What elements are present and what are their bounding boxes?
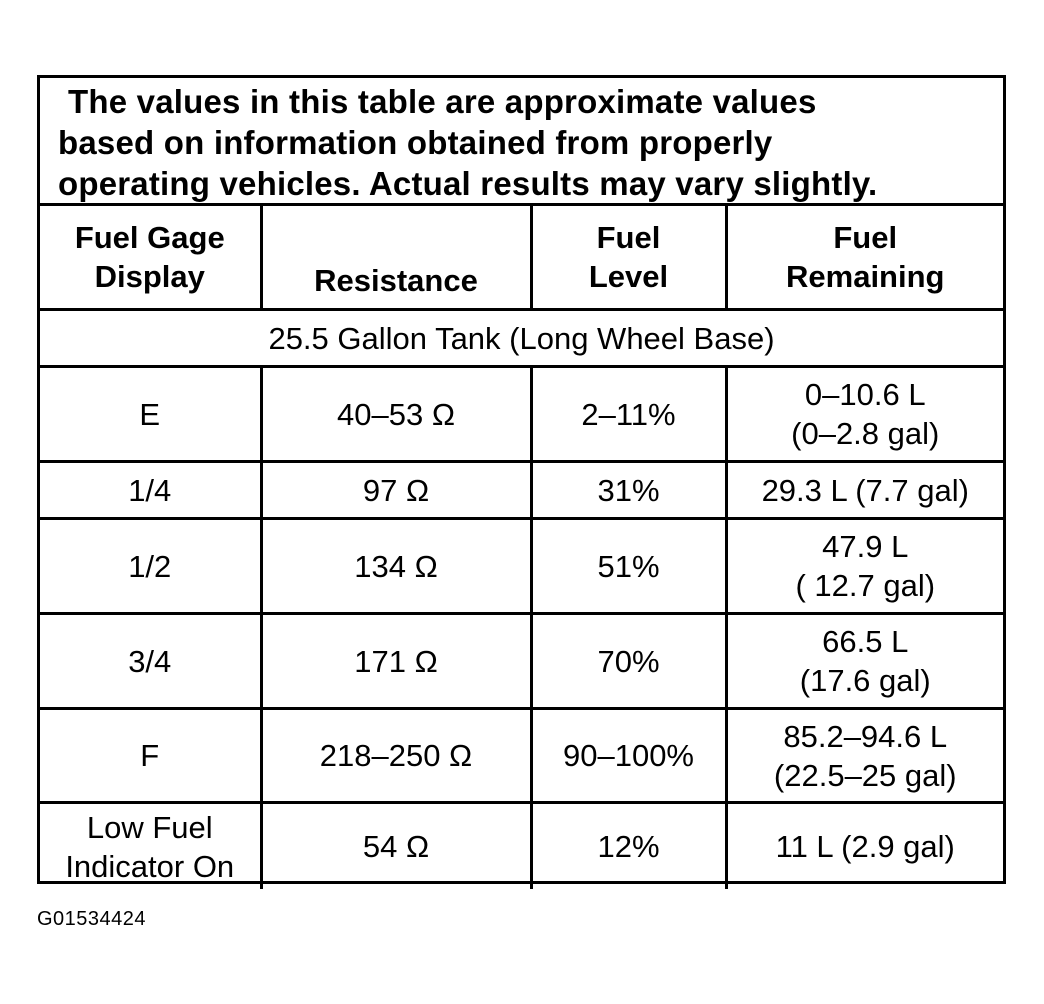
cell-level: 70% (531, 614, 726, 709)
table-note (40, 78, 1003, 206)
note-line-3: operating vehicles. Actual results may vary slightly. (58, 165, 878, 202)
cell-gage: 1/4 (40, 462, 261, 519)
cell-remaining: 47.9 L ( 12.7 gal) (726, 519, 1003, 614)
cell-level: 51% (531, 519, 726, 614)
cell-remaining: 29.3 L (7.7 gal) (726, 462, 1003, 519)
section-row (40, 310, 1003, 367)
cell-resistance: 171 Ω (261, 614, 531, 709)
header-fuel-remaining: Fuel Remaining (726, 206, 1003, 310)
cell-resistance: 134 Ω (261, 519, 531, 614)
note-line-2: based on information obtained from properly (58, 124, 773, 161)
cell-remaining: 66.5 L (17.6 gal) (726, 614, 1003, 709)
header-fuel-level: Fuel Level (531, 206, 726, 310)
cell-resistance: 97 Ω (261, 462, 531, 519)
cell-gage: F (40, 709, 261, 803)
cell-remaining: 0–10.6 L (0–2.8 gal) (726, 367, 1003, 462)
cell-level: 31% (531, 462, 726, 519)
cell-level: 12% (531, 803, 726, 890)
section-title: 25.5 Gallon Tank (Long Wheel Base) (40, 310, 1003, 367)
table-row (40, 367, 1003, 462)
table-row (40, 803, 1003, 890)
table-row (40, 519, 1003, 614)
table-row (40, 709, 1003, 803)
table-row (40, 614, 1003, 709)
cell-resistance: 218–250 Ω (261, 709, 531, 803)
cell-gage: 1/2 (40, 519, 261, 614)
cell-gage: 3/4 (40, 614, 261, 709)
cell-resistance: 40–53 Ω (261, 367, 531, 462)
table-row (40, 462, 1003, 519)
cell-remaining: 11 L (2.9 gal) (775, 829, 955, 864)
header-resistance: Resistance (261, 206, 531, 310)
cell-level: 2–11% (531, 367, 726, 462)
cell-gage: Low Fuel Indicator On (40, 803, 261, 890)
cell-level: 90–100% (531, 709, 726, 803)
fuel-gage-table (40, 206, 1003, 889)
cell-resistance: 54 Ω (261, 803, 531, 890)
fuel-gage-table-frame (37, 75, 1006, 884)
cell-remaining: 85.2–94.6 L (22.5–25 gal) (726, 709, 1003, 803)
note-line-1: The values in this table are approximate values (68, 83, 817, 120)
figure-code: G01534424 (37, 908, 147, 930)
cell-gage: E (40, 367, 261, 462)
header-fuel-gage-display: Fuel Gage Display (40, 206, 261, 310)
header-row (40, 206, 1003, 310)
